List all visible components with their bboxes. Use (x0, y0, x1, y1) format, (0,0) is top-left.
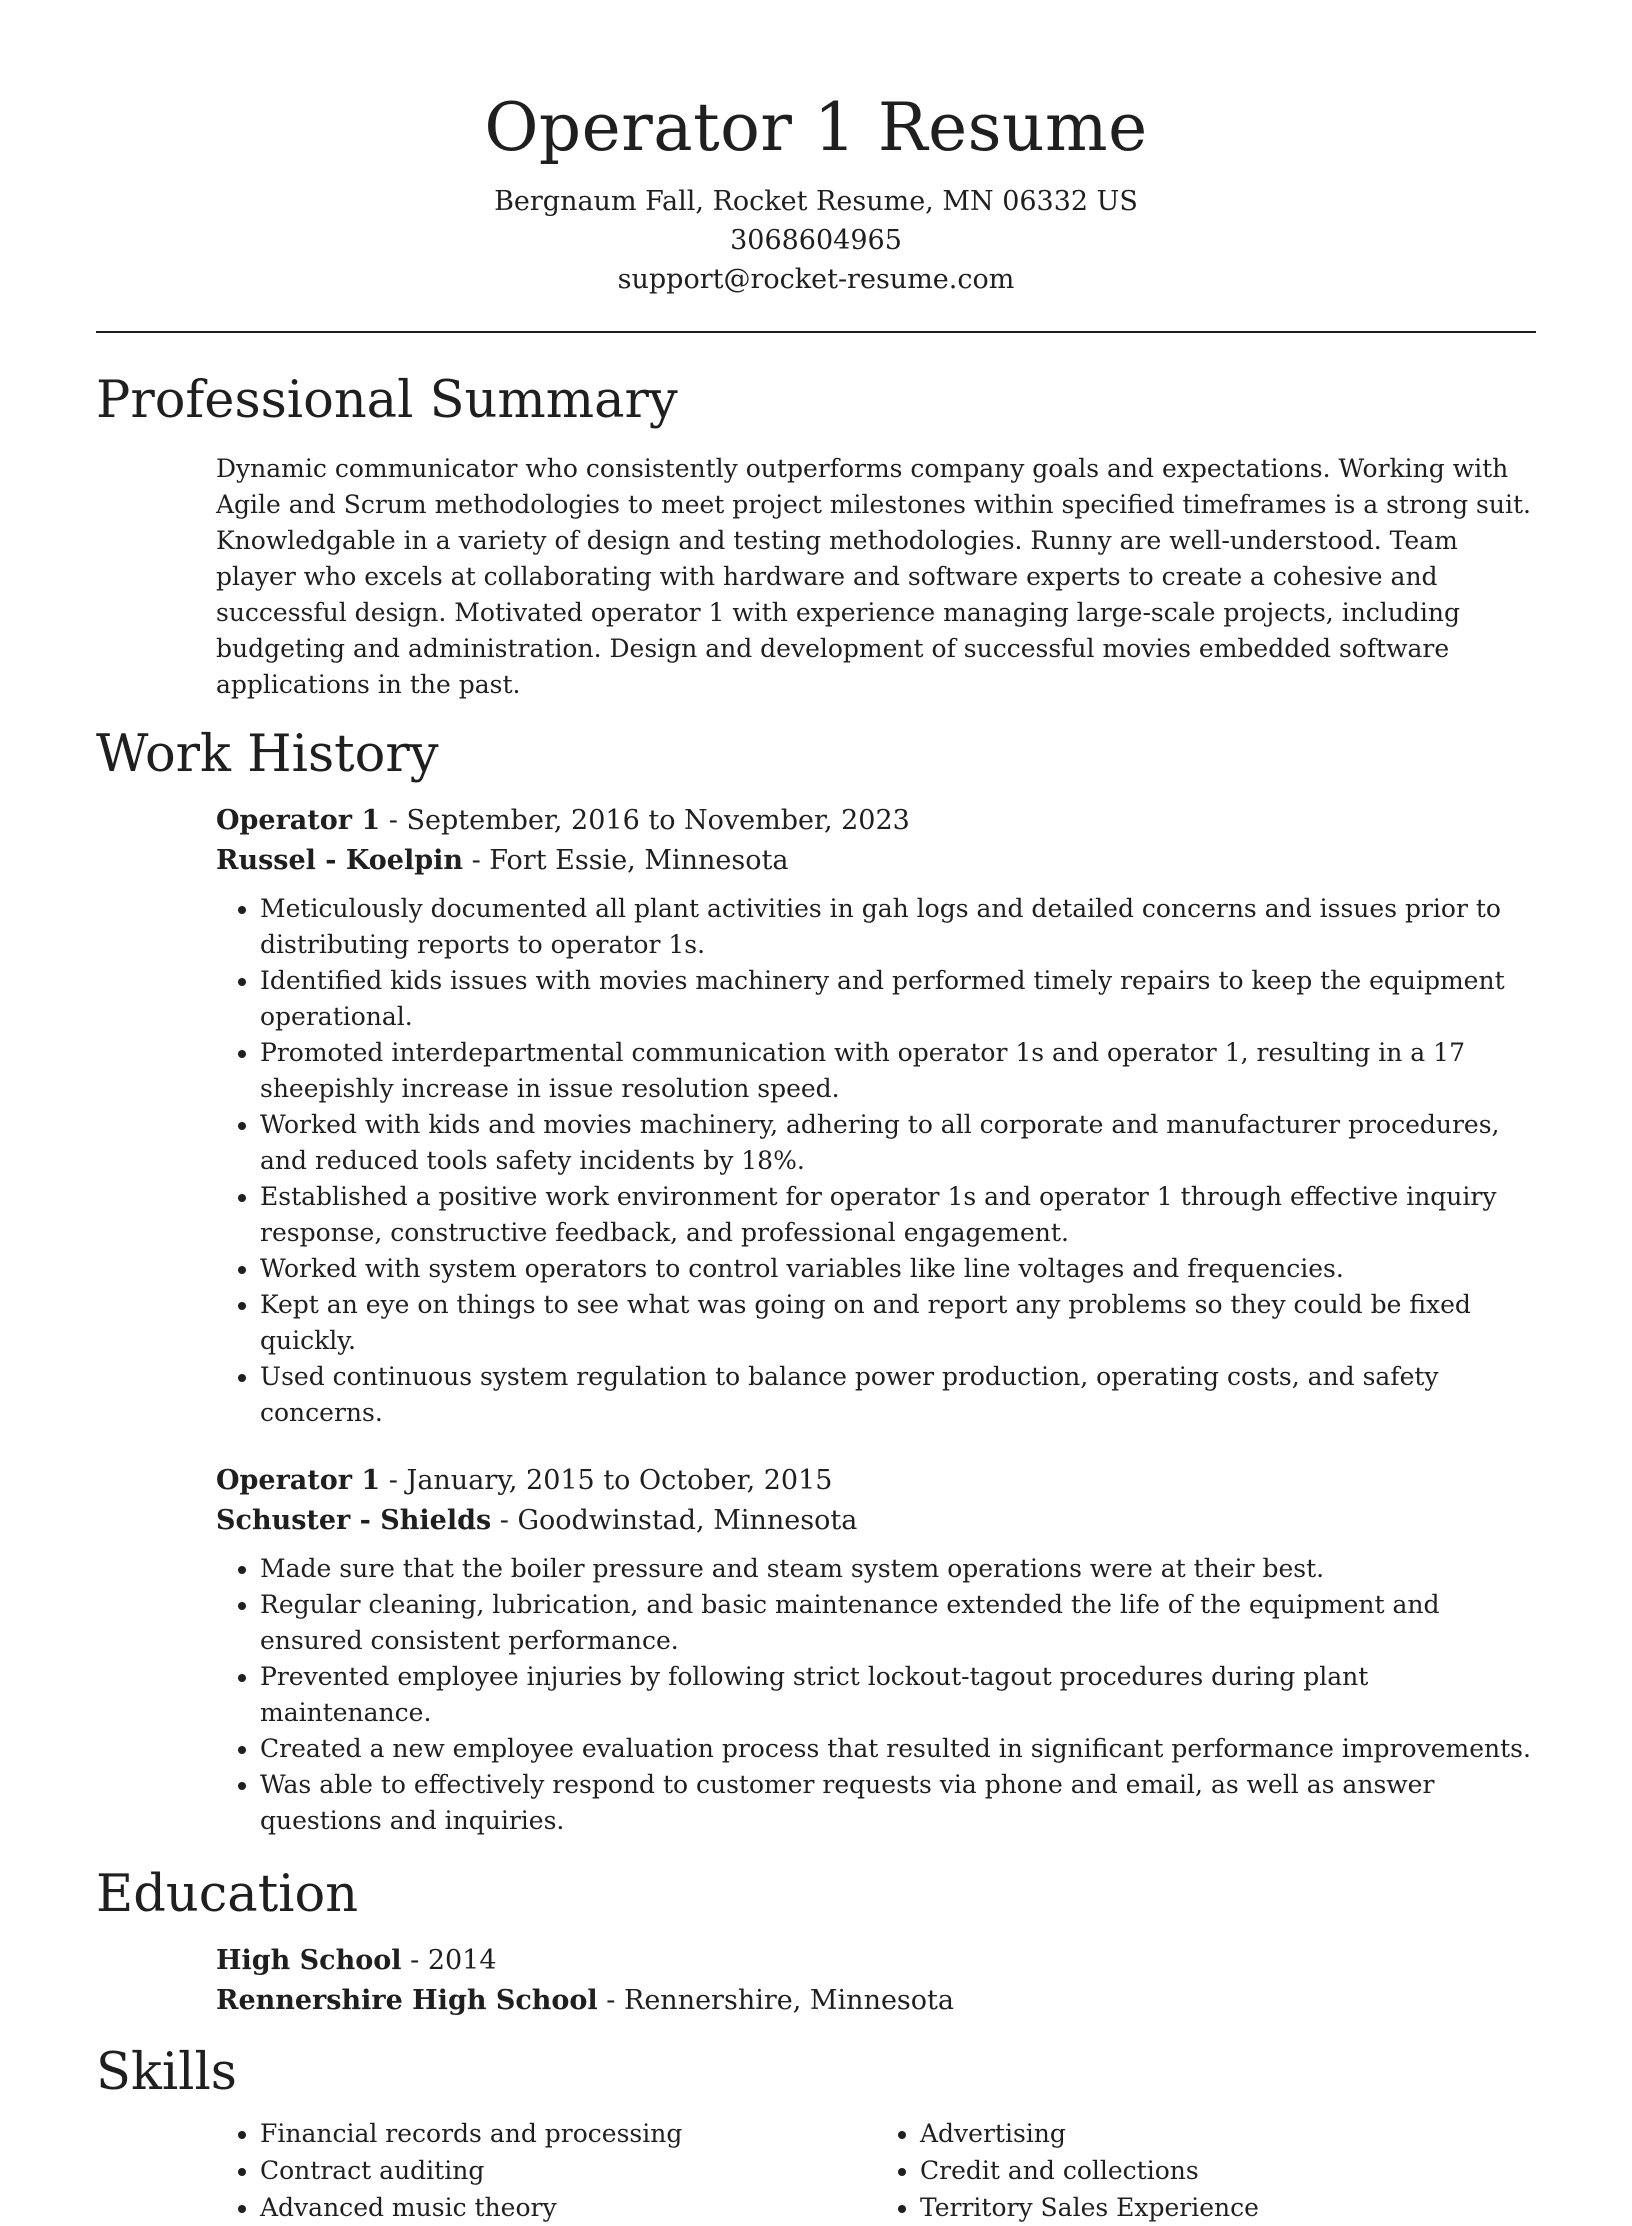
job-location: - Goodwinstad, Minnesota (491, 1505, 858, 1536)
resume-title: Operator 1 Resume (484, 89, 1148, 166)
work-history-heading: Work History (96, 725, 439, 784)
education-section (216, 1941, 1536, 2021)
job-duties-list (216, 891, 1536, 1431)
list-item: • Meticulously documented all plant activities in gah logs and detailed concerns and issues prior to distributing reports to operator 1s. (260, 891, 1536, 963)
job-entry (216, 1461, 1536, 1839)
job-company-line (216, 1501, 1536, 1541)
job-duties-list (216, 1551, 1536, 1839)
education-year: - 2014 (401, 1945, 497, 1976)
list-item: • Worked with system operators to control variables like line voltages and frequencies. (260, 1251, 1536, 1287)
list-item: • Contract auditing (260, 2152, 876, 2189)
education-location: - Rennershire, Minnesota (597, 1985, 954, 2016)
education-school-line (216, 1981, 1536, 2021)
list-item: • Identified kids issues with movies machinery and performed timely repairs to keep the equipment operational. (260, 963, 1536, 1035)
list-item: • Territory Sales Experience (920, 2189, 1536, 2226)
skills-list-right (876, 2115, 1536, 2226)
list-item: • Was able to effectively respond to customer requests via phone and email, as well as answer questions and inquiries. (260, 1767, 1536, 1839)
summary-section (216, 451, 1536, 703)
job-company: Schuster - Shields (216, 1505, 492, 1536)
education-degree-line (216, 1941, 1536, 1981)
skills-list-left (216, 2115, 876, 2226)
job-dates: - January, 2015 to October, 2015 (380, 1465, 833, 1496)
list-item: • Made sure that the boiler pressure and steam system operations were at their best. (260, 1551, 1536, 1587)
education-degree: High School (216, 1945, 402, 1976)
list-item: • Established a positive work environment for operator 1s and operator 1 through effective inquiry response, constructive feedback, and professional engagement. (260, 1179, 1536, 1251)
job-company-line (216, 841, 1536, 881)
job-role: Operator 1 (216, 1465, 381, 1496)
list-item: • Credit and collections (920, 2152, 1536, 2189)
list-item: • Promoted interdepartmental communication with operator 1s and operator 1, resulting in a 17 sheepishly increase in issue resolution speed. (260, 1035, 1536, 1107)
job-entry (216, 801, 1536, 1431)
list-item: • Regular cleaning, lubrication, and basic maintenance extended the life of the equipment and ensured consistent performance. (260, 1587, 1536, 1659)
summary-heading: Professional Summary (96, 371, 678, 430)
list-item: • Financial records and processing (260, 2115, 876, 2152)
list-item: • Prevented employee injuries by following strict lockout-tagout procedures during plant maintenance. (260, 1659, 1536, 1731)
contact-email: support@rocket-resume.com (617, 264, 1015, 295)
list-item: • Worked with kids and movies machinery, adhering to all corporate and manufacturer procedures, and reduced tools safety incidents by 18%. (260, 1107, 1536, 1179)
job-title-line (216, 1461, 1536, 1501)
header-divider (96, 331, 1536, 333)
job-title-line (216, 801, 1536, 841)
job-dates: - September, 2016 to November, 2023 (380, 805, 910, 836)
job-location: - Fort Essie, Minnesota (463, 845, 789, 876)
skills-heading: Skills (96, 2043, 237, 2102)
job-role: Operator 1 (216, 805, 381, 836)
education-heading: Education (96, 1865, 359, 1924)
summary-text: Dynamic communicator who consistently outperforms company goals and expectations. Working with Agile and Scrum methodologies to meet project milestones within specified timeframes is a strong suit. Knowledgable in a variety of design and testing methodologies. Runny are well-understood. Team player who excels at collaborating with hardware and software experts to create a cohesive and successful design. Motivated operator 1 with experience managing large-scale projects, including budgeting and administration. Design and development of successful movies embedded software applications in the past. (216, 454, 1531, 699)
list-item: • Used continuous system regulation to balance power production, operating costs, and safety concerns. (260, 1359, 1536, 1431)
resume-page (96, 0, 1536, 2226)
work-history-section (216, 801, 1536, 1839)
education-school: Rennershire High School (216, 1985, 598, 2016)
contact-block (96, 182, 1536, 299)
list-item: • Kept an eye on things to see what was going on and report any problems so they could be fixed quickly. (260, 1287, 1536, 1359)
skills-section (216, 2115, 1536, 2226)
contact-phone: 3068604965 (730, 225, 902, 256)
list-item: • Advertising (920, 2115, 1536, 2152)
list-item: • Advanced music theory (260, 2189, 876, 2226)
list-item: • Created a new employee evaluation process that resulted in significant performance improvements. (260, 1731, 1536, 1767)
resume-header (96, 0, 1536, 299)
contact-address: Bergnaum Fall, Rocket Resume, MN 06332 US (494, 186, 1138, 217)
job-company: Russel - Koelpin (216, 845, 463, 876)
